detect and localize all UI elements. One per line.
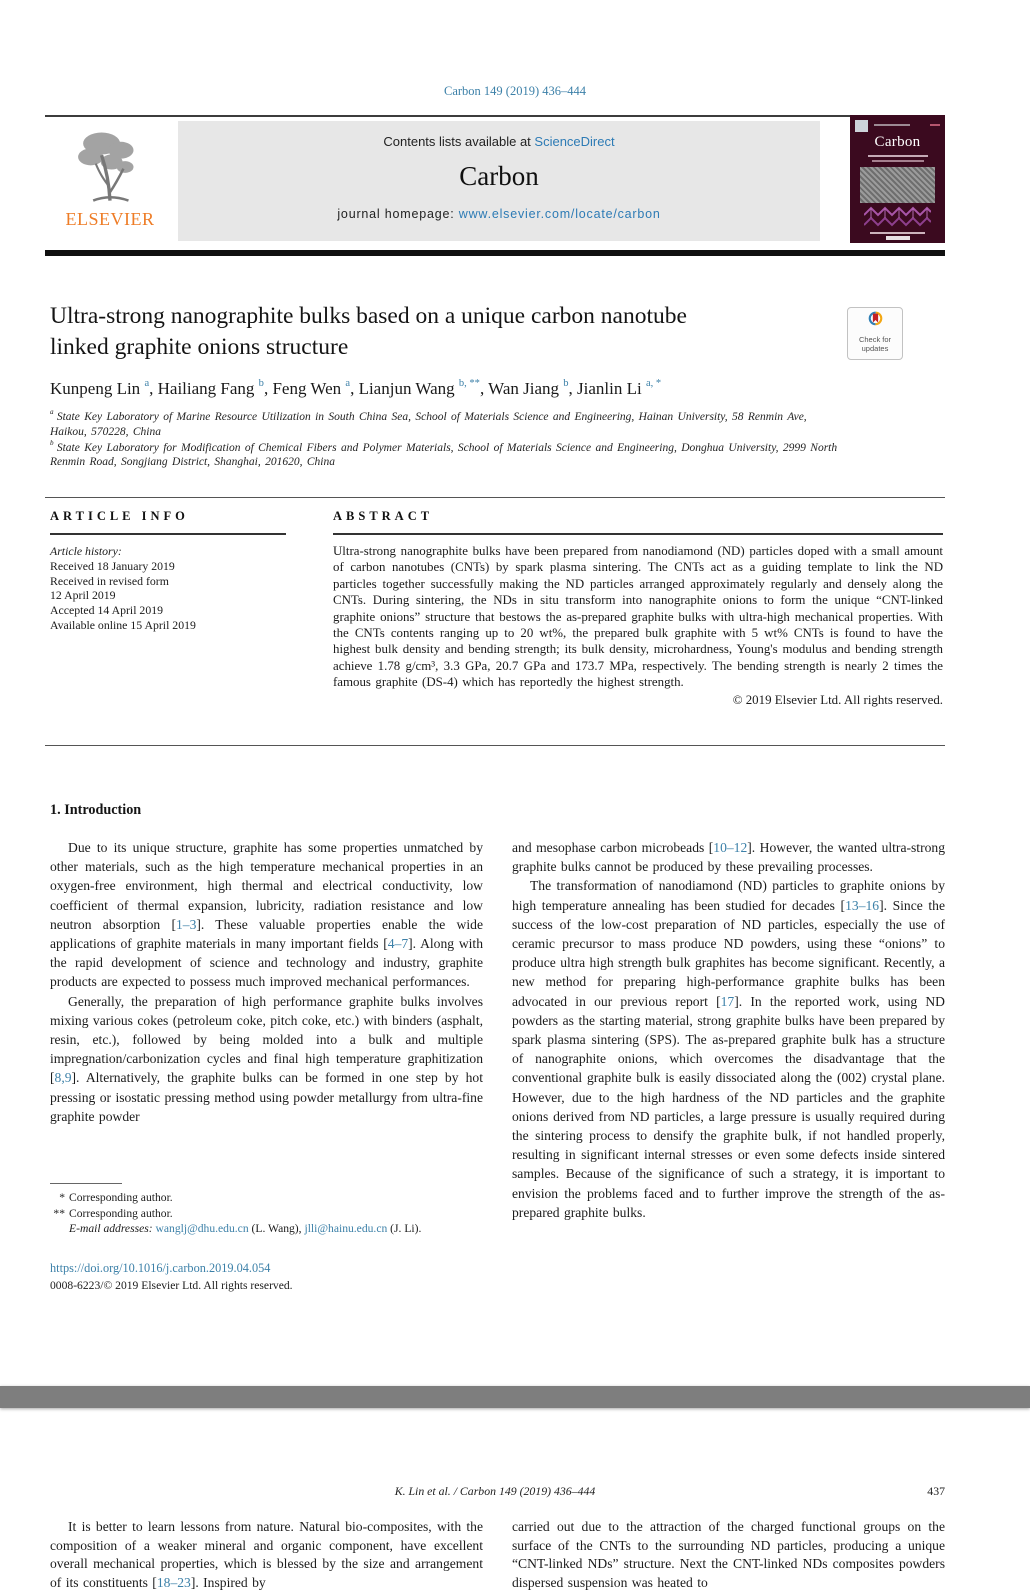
history-line: Available online 15 April 2019 xyxy=(50,617,196,632)
crossmark-icon xyxy=(865,310,886,331)
body-paragraph: It is better to learn lessons from nature. Natural bio-composites, with the composition of a weaker mineral and organic component, have excellent overall mechanical properties, which is blessed by the size and arrangement of its constituents [18–23]. Inspired by xyxy=(50,1519,483,1590)
cover-micrograph-image xyxy=(860,167,935,203)
footnote-1 xyxy=(50,1190,483,1206)
cover-subtitle-bar xyxy=(868,155,928,157)
inline-link[interactable]: 10–12 xyxy=(713,840,748,855)
inline-link[interactable]: 4–7 xyxy=(387,936,409,952)
check-for-updates-label: Check for updates xyxy=(858,335,892,353)
cover-publisher-logo xyxy=(855,120,868,132)
body-paragraph: The transformation of nanodiamond (ND) particles to graphite onions by high temperature annealing has been studied for decades [13–16]. Since the success of the low-cost preparation of ND particles, especially the use of ceramic precursor to mass produce ND powders, using these “onions” to produce ultra high strength bulk graphites has become significant. Recently, a new method for preparing high-performance graphite bulks has been advocated in our previous report [17]. In the reported work, using ND powders as the starting material, strong graphite bulks have been prepared by spark plasma sintering (SPS). The as-prepared graphite bulk has a structure of nanographite onions, which overcomes the disadvantage that the conventional graphite bulk is easily dissociated along the (002) crystal plane. However, due to the high hardness of the ND particles and the graphite onions derived from ND particles, a large pressure is usually required during the sintering process to densify the graphite bulk, if not handled properly, resulting in significant internal stresses or even some defects inside sintered samples. Because of the significance of such a strategy, it is important to envision the problems faced and to further improve the strength of the as-prepared graphite bulks. xyxy=(512,878,945,1220)
footnote-2-text: Corresponding author. xyxy=(69,1206,173,1220)
info-abstract-bottom-rule xyxy=(45,745,945,746)
history-line: Received in revised form xyxy=(50,573,169,588)
cover-top-text-bar xyxy=(874,124,910,126)
issn-copyright-line: 0008-6223/© 2019 Elsevier Ltd. All rights reserved. xyxy=(50,1279,293,1292)
masthead-top-rule xyxy=(45,115,851,117)
footnote-2 xyxy=(50,1206,483,1222)
article-title xyxy=(50,301,850,362)
inline-link[interactable]: wanglj@dhu.edu.cn xyxy=(155,1222,249,1236)
article-title-line1: Ultra-strong nanographite bulks based on a unique carbon nanotube xyxy=(50,303,687,329)
page-separator-band xyxy=(0,1386,1030,1408)
inline-link[interactable]: 17 xyxy=(720,993,735,1009)
inline-link[interactable]: 1–3 xyxy=(175,916,197,932)
footnote-rule xyxy=(50,1183,122,1184)
history-line: Received 18 January 2019 xyxy=(50,559,175,573)
page2-left-column xyxy=(50,1518,483,1592)
journal-cover-thumbnail[interactable] xyxy=(850,115,945,243)
abstract-copyright: © 2019 Elsevier Ltd. All rights reserved. xyxy=(732,692,943,707)
article-info-column xyxy=(50,509,286,633)
abstract-text: Ultra-strong nanographite bulks have been prepared from nanodiamond (ND) particles doped with a small amount of carbon nanotubes (CNTs) by spark plasma sintering. The CNTs act as a guiding template to link the ND particles together successfully making the ND particles arranged approximately regularly and densely along the CNTs. During sintering, the NDs in situ transform into nanographite onions to form the unique “CNT-linked graphite onions” structure that bestows the as-prepared graphite bulks with ultra-high mechanical properties. With the CNTs contents ranging up to 20 wt%, the prepared bulk graphite with 5 wt% CNTs is found to have the highest bulk density and bending strength; its bulk density, microhardness, Young's modulus and bending strength achieve 1.78 g/cm³, 3.3 GPa, 20.7 GPa and 173.7 MPa, respectively. The bending strength is nearly 2 times the famous graphite (DS-4) which has reportedly the highest strength. xyxy=(333,544,943,690)
article-info-rule xyxy=(50,533,286,535)
body-paragraph: Due to its unique structure, graphite has some properties unmatched by other materials, such as the high temperature mechanical properties in an oxygen-free environment, high thermal and electrical conductivity, low coefficient of thermal expansion, lubricity, radiation resistance and low neutron absorption [1–3]. These valuable properties enable the wide applications of graphite materials in many important fields [4–7]. Along with the rapid development of science and technology and industry, graphite products are expected to possess much improved mechanical performances. xyxy=(50,840,483,990)
footnote-2-marker: ** xyxy=(53,1206,65,1220)
inline-link[interactable]: jlli@hainu.edu.cn xyxy=(304,1222,388,1236)
inline-link[interactable]: 8,9 xyxy=(54,1070,72,1086)
elsevier-tree-icon xyxy=(68,123,152,211)
inline-link[interactable]: 13–16 xyxy=(845,897,880,913)
inline-link[interactable]: 18–23 xyxy=(156,1574,191,1590)
history-line: Accepted 14 April 2019 xyxy=(50,603,164,618)
journal-title: Carbon xyxy=(459,161,539,191)
affiliation-b: $^b$ State Key Laboratory for Modification of Chemical Fibers and Polymer Materials, School of Materials Science and Engineering, Donghua University, 2999 North Renmin Road, Songjiang District, Shanghai, 201620, China xyxy=(50,438,838,469)
abstract-rule xyxy=(333,533,943,535)
article-title-line2: linked graphite onions structure xyxy=(50,333,349,360)
footnote-1-marker: * xyxy=(59,1191,65,1204)
footnote-block xyxy=(50,1183,483,1237)
running-head xyxy=(45,1484,945,1499)
abstract-column xyxy=(333,509,943,708)
history-line: 12 April 2019 xyxy=(50,588,116,603)
sciencedirect-link[interactable]: ScienceDirect xyxy=(534,134,615,149)
homepage-line xyxy=(178,207,820,221)
check-for-updates-badge[interactable] xyxy=(847,307,903,360)
homepage-prefix: journal homepage: xyxy=(337,207,459,221)
page2-right-column xyxy=(512,1518,945,1592)
doi-link[interactable]: https://doi.org/10.1016/j.carbon.2019.04.054 xyxy=(50,1261,271,1275)
running-head-text: K. Lin et al. / Carbon 149 (2019) 436–444 xyxy=(394,1484,596,1498)
contents-line xyxy=(178,134,820,149)
body-right-column xyxy=(512,838,945,1222)
cover-bottom-badge xyxy=(886,236,910,240)
journal-banner xyxy=(178,121,820,241)
body-paragraph: carried out due to the attraction of the charged functional groups on the surface of the CNTs to the surrounding ND particles, producing a unique “CNT-linked NDs” structure. Next the CNT-linked NDs composites powders dispersed suspension was heated to xyxy=(512,1519,945,1590)
body-paragraph: and mesophase carbon microbeads [10–12]. However, the wanted ultra-strong graphite bulks cannot be produced by these prevailing processes. xyxy=(512,840,945,875)
cover-masthead: Carbon xyxy=(874,134,921,150)
journal-masthead xyxy=(45,117,945,243)
elsevier-wordmark: ELSEVIER xyxy=(65,209,155,229)
cover-crystal-structure-art xyxy=(864,204,931,229)
article-info-heading: ARTICLE INFO xyxy=(50,509,189,523)
footnote-1-text: Corresponding author. xyxy=(69,1191,173,1204)
elsevier-logo xyxy=(45,121,175,243)
article-history-label: Article history: xyxy=(50,544,122,558)
email-addresses-line: E-mail addresses: wanglj@dhu.edu.cn (L. Wang), jlli@hainu.edu.cn (J. Li). xyxy=(69,1222,422,1236)
affiliations xyxy=(50,410,840,471)
cover-top-accent-bar xyxy=(930,124,940,126)
journal-citation: Carbon 149 (2019) 436–444 xyxy=(444,84,586,98)
page-number: 437 xyxy=(927,1484,945,1498)
contents-prefix: Contents lists available at xyxy=(383,134,535,149)
abstract-heading: ABSTRACT xyxy=(333,509,434,523)
info-abstract-top-rule xyxy=(45,497,945,498)
header-divider-bar xyxy=(45,250,945,256)
author-list: Kunpeng Lin $^a$, Hailiang Fang $^b$, Feng Wen $^a$, Lianjun Wang $^{b, **}$, Wan Jiang $^b$, Jianlin Li $^{a, *}$ xyxy=(50,378,662,398)
body-paragraph: Generally, the preparation of high performance graphite bulks involves mixing various cokes (petroleum coke, pitch coke, etc.) with binders (asphalt, resin, etc.), followed by being molded into a bulk and multiple impregnation/carbonization cycles and final high temperature graphitization [8,9]. Alternatively, the graphite bulks can be formed in one step by hot pressing or isostatic pressing method using powder metallurgy from ultra-fine graphite powder xyxy=(50,993,483,1124)
section-heading-introduction: 1. Introduction xyxy=(50,802,142,818)
body-left-column xyxy=(50,838,483,1126)
journal-homepage-link[interactable]: www.elsevier.com/locate/carbon xyxy=(458,207,661,221)
affiliation-a: $^a$ State Key Laboratory of Marine Resource Utilization in South China Sea, School of Materials Science and Engineering, Hainan University, 58 Renmin Ave, Haikou, 570228, China xyxy=(50,408,807,438)
cover-editor-text-bar xyxy=(870,232,925,234)
cover-subtitle-bar2 xyxy=(872,160,924,162)
